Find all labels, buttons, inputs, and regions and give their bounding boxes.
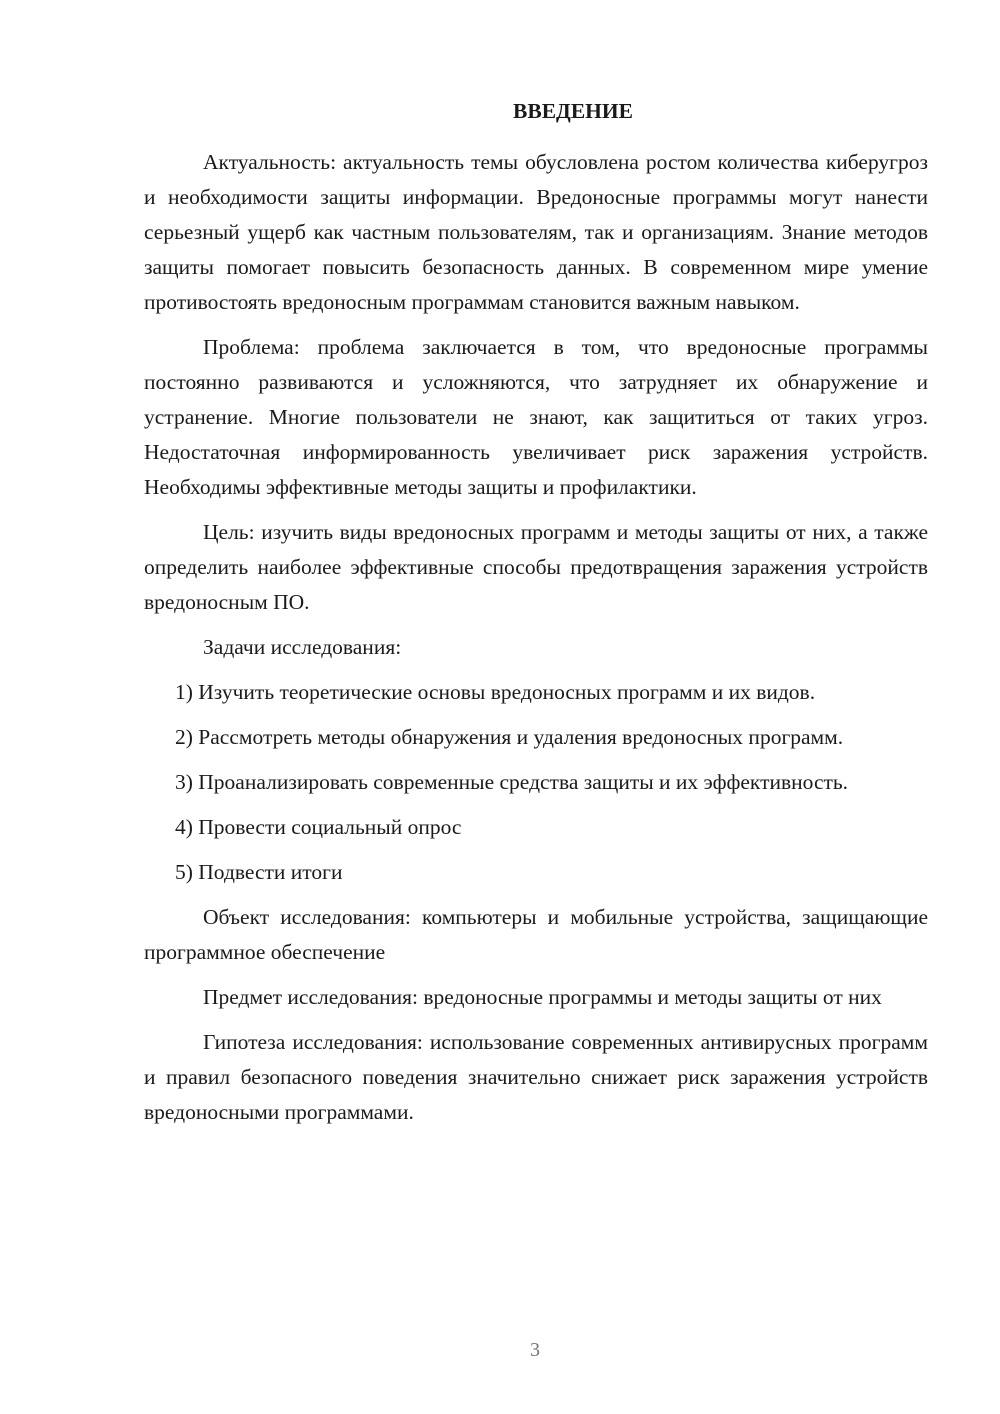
object-paragraph: Объект исследования: компьютеры и мобильные устройства, защищающие программное обеспечение bbox=[144, 905, 928, 964]
tasks-title: Задачи исследования: bbox=[203, 635, 402, 659]
task-item-3: 3) Проанализировать современные средства защиты и их эффективность. bbox=[175, 770, 849, 794]
task-item-1: 1) Изучить теоретические основы вредоносных программ и их видов. bbox=[175, 680, 816, 704]
page-number: 3 bbox=[530, 1339, 540, 1361]
goal-paragraph: Цель: изучить виды вредоносных программ и методы защиты от них, а также определить наиболее эффективные способы предотвращения заражения устройств вредоносным ПО. bbox=[144, 520, 928, 614]
page-heading: ВВЕДЕНИЕ bbox=[513, 99, 633, 123]
page-body bbox=[144, 94, 928, 1140]
hypothesis-paragraph: Гипотеза исследования: использование современных антивирусных программ и правил безопасного поведения значительно снижает риск заражения устройств вредоносными программами. bbox=[144, 1030, 928, 1124]
subject-paragraph: Предмет исследования: вредоносные программы и методы защиты от них bbox=[203, 985, 882, 1009]
task-item-5: 5) Подвести итоги bbox=[175, 860, 343, 884]
task-item-2: 2) Рассмотреть методы обнаружения и удаления вредоносных программ. bbox=[175, 725, 844, 749]
problem-paragraph: Проблема: проблема заключается в том, что вредоносные программы постоянно развиваются и усложняются, что затрудняет их обнаружение и устранение. Многие пользователи не знают, как защититься от таких угроз. Недостаточная информированность увеличивает риск заражения устройств. Необходимы эффективные методы защиты и профилактики. bbox=[144, 335, 928, 499]
relevance-paragraph: Актуальность: актуальность темы обусловлена ростом количества киберугроз и необходимости защиты информации. Вредоносные программы могут нанести серьезный ущерб как частным пользователям, так и организациям. Знание методов защиты помогает повысить безопасность данных. В современном мире умение противостоять вредоносным программам становится важным навыком. bbox=[144, 150, 928, 314]
task-item-4: 4) Провести социальный опрос bbox=[175, 815, 462, 839]
